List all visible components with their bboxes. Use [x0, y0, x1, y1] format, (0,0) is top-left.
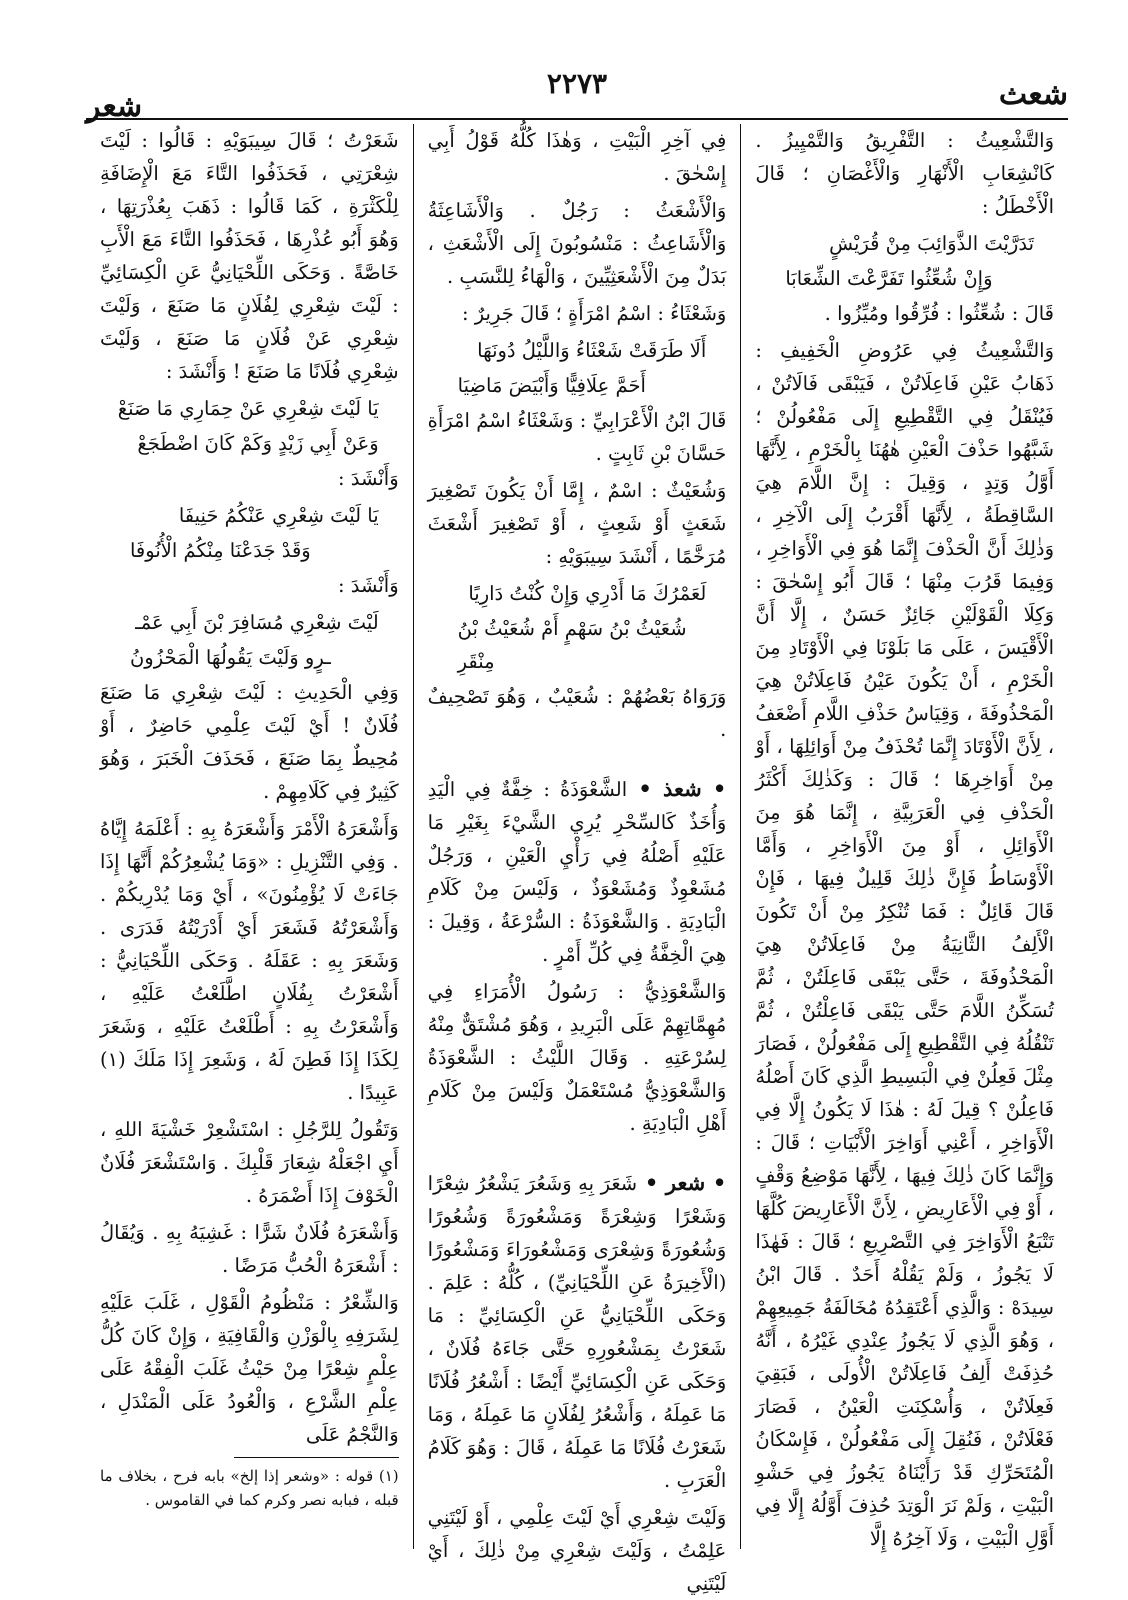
paragraph: [755, 334, 1054, 1555]
paragraph: [428, 404, 727, 470]
text-run: لَعَمْرُكَ مَا أَدْرِي وَإِنْ كُنْتُ دَارِيًا: [468, 582, 707, 605]
text-run: يَا لَيْتَ شِعْرِي عَنْكُمُ حَنِيفَا: [178, 504, 379, 527]
text-run: وَشُعَيْثٌ : اسْمٌ ، إِمَّا أَنْ يَكُونَ تَصْغِيرَ شَعَثٍ أَوْ شَعِثٍ ، أَوْ تَصْغِيرَ أَشْعَثَ مُرَخَّمًا ، أَنْشَدَ سِيبَوَيْهِ :: [427, 479, 727, 568]
text-run: شُعَيْثُ بْنُ سَهْمٍ أَمْ شُعَيْثُ بْنُ مِنْقَرِ: [457, 617, 687, 673]
text-run: وَأَشْعَرَهُ فُلَانٌ شَرًّا : غَشِيَهُ بِهِ . وَيُقَالُ : أَشْعَرَهُ الْحُبُّ مَرَضًا .: [99, 1221, 399, 1277]
text-run: شَعَرَ بِهِ وَشَعُرَ يَشْعُرُ شِعْرًا وَشَعْرًا وَشِعْرَةً وَمَشْعُورَةً وَشُعُورًا وَشُعُورَةً وَشِعْرَى وَمَشْعُورَاءَ وَمَشْعُورًا (الْأَخِيرَةُ عَنِ اللِّحْيَانِيِّ) ، كُلُّهُ : عَلِمَ . وَحَكَى اللِّحْيَانِيُّ عَنِ الْكِسَائِيِّ : مَا شَعَرْتُ بِمَشْعُورِهِ حَتَّى جَاءَهُ فُلَانٌ ، وَحَكَى عَنِ الْكِسَائِيِّ أَيْضًا : أَشْعُرُ فُلَانًا مَا عَمِلَهُ ، وَأَشْعُرُ لِفُلَانٍ مَا عَمِلَهُ ، وَمَا شَعَرْتُ فُلَانًا مَا عَمِلَهُ ، قَالَ : وَهُوَ كَلَامُ الْعَرَبِ .: [427, 1172, 727, 1492]
text-run: وَأَشْعَرَهُ الْأَمْرَ وَأَشْعَرَهُ بِهِ : أَعْلَمَهُ إِيَّاهُ . وَفِي التَّنْزِيلِ : «وَمَا يُشْعِرُكُمْ أَنَّهَا إِذَا جَاءَتْ لَا يُؤْمِنُونَ» ، أَيْ وَمَا يُدْرِيكُمْ . وَأَشْعَرْتُهُ فَشَعَرَ أَيْ أَدْرَيْتُهُ فَدَرَى . وَشَعَرَ بِهِ : عَقَلَهُ . وَحَكَى اللِّحْيَانِيُّ : أَشْعَرْتُ بِفُلَانٍ اطَّلَعْتُ عَلَيْهِ ، وَأَشْعَرْتُ بِهِ : أَطْلَعْتُ عَلَيْهِ ، وَشَعَرَ لِكَذَا إِذَا فَطِنَ لَهُ ، وَشَعِرَ إِذَا مَلَكَ (١) عَبِيدًا .: [99, 817, 399, 1104]
verse-line: [100, 392, 399, 425]
text-run: وَإِنْ شُعِّثُوا تَفَرَّعْتَ الشِّعَابَا: [785, 267, 993, 290]
paragraph: [428, 124, 727, 190]
text-run: وَرَوَاهُ بَعْضُهُمْ : شُعَيْبٌ ، وَهُوَ تَصْحِيفٌ .: [427, 685, 727, 741]
header-rule: [86, 118, 1068, 120]
paragraph: [428, 1501, 727, 1600]
verse-line: [428, 577, 727, 610]
paragraph: [428, 975, 727, 1140]
text-run: وَالتَّشْعِيثُ : التَّفْرِيقُ وَالتَّمْيِيزُ . كَانْشِعَابِ الْأَنْهَارِ وَالْأَغْصَانِ ؛ قَالَ الْأَخْطَلُ :: [755, 129, 1054, 218]
paragraph: [100, 124, 399, 388]
text-run: أَحَمَّ عِلَافِيًّا وَأَبْيَضَ مَاضِيَا: [457, 374, 646, 397]
column-middle: [414, 124, 742, 1595]
text-run: لَيْتَ شِعْرِي مُسَافِرَ بْنَ أَبِي عَمْـ: [135, 611, 379, 634]
verse-line: [100, 606, 399, 639]
text-run: وَأَنْشَدَ :: [337, 574, 399, 597]
paragraph: [100, 812, 399, 1109]
paragraph: [100, 462, 399, 495]
footnote: (١) قوله : «وشعر إذا إلخ» بابه فرح ، بخلاف ما قبله ، فبابه نصر وكرم كما في القاموس .: [99, 1467, 399, 1509]
entry-paragraph: [428, 772, 727, 971]
column-right: [741, 124, 1068, 1549]
verse-line: [100, 499, 399, 532]
text-run: الشَّعْوَذَةُ : خِفَّةٌ فِي الْيَدِ وَأُخَذٌ كَالسِّحْرِ يُرِي الشَّيْءَ بِغَيْرِ مَا عَلَيْهِ أَصْلُهُ فِي رَأْيِ الْعَيْنِ ، وَرَجُلٌ مُشَعْوِذٌ وَمُشَعْوَذٌ ، وَلَيْسَ مِنْ كَلَامِ الْبَادِيَةِ . وَالشَّعْوَذَةُ : السُّرْعَةُ ، وَقِيلَ : هِيَ الْخِفَّةُ فِي كُلِّ أَمْرٍ .: [427, 778, 727, 966]
text-run: قَالَ : شُعِّثُوا : فُرِّقُوا ومُيِّزُوا .: [824, 302, 1054, 325]
text-run: وَقَدْ جَدَعْنَا مِنْكُمُ الْأُنُوفَا: [129, 539, 311, 562]
paragraph: [100, 569, 399, 602]
text-run: وَلَيْتَ شِعْرِي أَيْ لَيْتَ عِلْمِي ، أَوْ لَيْتَنِي عَلِمْتُ ، وَلَيْتَ شِعْرِي مِنْ ذٰلِكَ ، أَيْ لَيْتَنِي: [427, 1506, 727, 1595]
verse-line: [100, 427, 399, 460]
verse-line: [100, 641, 399, 674]
text-run: وَفِي الْحَدِيثِ : لَيْتَ شِعْرِي مَا صَنَعَ فُلَانٌ ! أَيْ لَيْتَ عِلْمِي حَاضِرٌ ، أَوْ مُحِيطٌ بِمَا صَنَعَ ، فَحَذَفَ الْخَبَرَ ، وَهُوَ كَثِيرٌ فِي كَلَامِهِمْ .: [99, 681, 399, 803]
text-run: وَالشِّعْرُ : مَنْظُومُ الْقَوْلِ ، غَلَبَ عَلَيْهِ لِشَرَفِهِ بِالْوَزْنِ وَالْقَافِيَةِ ، وَإِنْ كَانَ كُلُّ عِلْمٍ شِعْرًا مِنْ حَيْثُ غَلَبَ الْفِقْهُ عَلَى عِلْمِ الشَّرْعِ ، وَالْعُودُ عَلَى الْمَنْدَلِ ، وَالنَّجْمُ عَلَى: [99, 1291, 399, 1446]
verse-line: [428, 334, 727, 367]
text-run: وَعَنْ أَبِي زَيْدٍ وَكَمْ كَانَ اضْطَجَعْ: [137, 432, 379, 455]
header-right-word: شعث: [998, 77, 1068, 112]
paragraph: [100, 1113, 399, 1212]
text-run: قَالَ ابْنُ الْأَعْرَابِيِّ : وَشَعْثَاءُ اسْمُ امْرَأَةِ حَسَّانَ بْنِ ثَابِتٍ .: [427, 409, 727, 465]
verse-line: [428, 369, 727, 402]
text-run: فِي آخِرِ الْبَيْتِ ، وَهٰذَا كُلُّهُ قَوْلُ أَبِي إِسْحٰقَ .: [427, 129, 727, 185]
text-run: تَدَرَّيْتَ الذَّوَائِبَ مِنْ قُرَيْشٍ: [829, 232, 1034, 255]
paragraph: [100, 1286, 399, 1451]
paragraph: [428, 680, 727, 746]
page-header: [86, 67, 1068, 130]
paragraph: [755, 124, 1054, 223]
paragraph: [428, 297, 727, 330]
text-run: وَالشَّعْوَذِيُّ : رَسُولُ الْأُمَرَاءِ فِي مُهِمَّاتِهِمْ عَلَى الْبَرِيدِ ، وَهُوَ مُشْتَقٌّ مِنْهُ لِسُرْعَتِهِ . وَقَالَ اللَّيْثُ : الشَّعْوَذَةُ وَالشَّعْوَذِيُّ مُسْتَعْمَلٌ وَلَيْسَ مِنْ كَلَامِ أَهْلِ الْبَادِيَةِ .: [427, 980, 727, 1135]
entry-headword: • شعذ •: [627, 776, 727, 801]
column-left: [86, 124, 414, 1549]
paragraph: [100, 676, 399, 808]
paragraph: [428, 194, 727, 293]
footnote-rule: [234, 1457, 398, 1458]
page-number: ٢٢٧٣: [546, 67, 608, 100]
text-run: ـرٍو وَلَيْتَ يَقُولُهَا الْمَحْزُونُ: [129, 646, 331, 669]
verse-line: [755, 262, 1054, 295]
text-run: يَا لَيْتَ شِعْرِي عَنْ حِمَارِي مَا صَنَعْ: [117, 397, 379, 420]
verse-line: [428, 612, 727, 678]
text-columns: [86, 124, 1068, 1595]
text-run: شَعَرْتُ ؛ قَالَ سِيبَوَيْهِ : قَالُوا : لَيْتَ شِعْرَتِي ، فَحَذَفُوا التَّاءَ مَعَ الْإِضَافَةِ لِلْكَثْرَةِ ، كَمَا قَالُوا : ذَهَبَ بِعُذْرَتِهَا ، وَهُوَ أَبُو عُذْرِهَا ، فَحَذَفُوا التَّاءَ مَعَ الْأَبِ خَاصَّةً . وَحَكَى اللِّحْيَانِيُّ عَنِ الْكِسَائِيِّ : لَيْتَ شِعْرِي لِفُلَانٍ مَا صَنَعَ ، وَلَيْتَ شِعْرِي عَنْ فُلَانٍ مَا صَنَعَ ، وَلَيْتَ شِعْرِي فُلَانًا مَا صَنَعَ ! وَأَنْشَدَ :: [99, 129, 399, 383]
text-run: وَأَنْشَدَ :: [337, 467, 399, 490]
entry-headword: • شعر •: [637, 1170, 727, 1195]
paragraph: [100, 1216, 399, 1282]
text-run: وَالْأَشْعَثُ : رَجُلٌ . وَالْأَشَاعِثَةُ وَالْأَشَاعِثُ : مَنْسُوبُونَ إِلَى الْأَشْعَثِ ، بَدَلٌ مِنَ الْأَشْعَثِيِّينَ ، وَالْهَاءُ لِلنَّسَبِ .: [427, 199, 727, 288]
text-run: وَشَعْثَاءُ : اسْمُ امْرَأَةٍ ؛ قَالَ جَرِيرٌ :: [462, 302, 727, 325]
verse-line: [755, 227, 1054, 260]
entry-paragraph: [428, 1166, 727, 1497]
header-left-word: شعر: [86, 89, 143, 124]
paragraph: [755, 297, 1054, 330]
text-run: أَلَا طَرَقَتْ شَعْثَاءُ وَاللَّيْلُ دُونَهَا: [477, 339, 707, 362]
section-gap: [428, 750, 727, 772]
section-gap: [428, 1144, 727, 1166]
paragraph: [428, 474, 727, 573]
verse-line: [100, 534, 399, 567]
text-run: وَالتَّشْعِيثُ فِي عَرُوضِ الْخَفِيفِ : ذَهَابُ عَيْنِ فَاعِلَاتُنْ ، فَيَبْقَى فَالَاتُنْ ، فَيُنْقَلُ فِي التَّقْطِيعِ إِلَى مَفْعُولُنْ ؛ شَبَّهُوا حَذْفَ الْعَيْنِ هٰهُنَا بِالْخَرْمِ ، لِأَنَّهَا أَوَّلُ وَتِدٍ ، وَقِيلَ : إِنَّ اللَّامَ هِيَ السَّاقِطَةُ ، لِأَنَّهَا أَقْرَبُ إِلَى الْآخِرِ ، وَذٰلِكَ أَنَّ الْحَذْفَ إِنَّمَا هُوَ فِي الْأَوَاخِرِ ، وَفِيمَا قَرُبَ مِنْهَا ؛ قَالَ أَبُو إِسْحٰقَ : وَكِلَا الْقَوْلَيْنِ جَائِزٌ حَسَنٌ ، إِلَّا أَنَّ الْأَقْيَسَ ، عَلَى مَا بَلَوْنَا فِي الْأَوْتَادِ مِنَ الْخَرْمِ ، أَنْ يَكُونَ عَيْنُ فَاعِلَاتُنْ هِيَ الْمَحْذُوفَةَ ، وَقِيَاسُ حَذْفِ اللَّامِ أَضْعَفُ ، لِأَنَّ الْأَوْتَادَ إِنَّمَا تُحْذَفُ مِنْ أَوَائِلِهَا ، أَوْ مِنْ أَوَاخِرِهَا ؛ قَالَ : وَكَذٰلِكَ أَكْثَرُ الْحَذْفِ فِي الْعَرَبِيَّةِ ، إِنَّمَا هُوَ مِنَ الْأَوَائِلِ ، أَوْ مِنَ الْأَوَاخِرِ ، وَأَمَّا الْأَوْسَاطُ فَإِنَّ ذٰلِكَ قَلِيلٌ فِيهَا ، فَإِنْ قَالَ قَائِلٌ : فَمَا تُنْكِرُ مِنْ أَنْ تَكُونَ الْأَلِفُ الثَّانِيَةُ مِنْ فَاعِلَاتُنْ هِيَ الْمَحْذُوفَةَ ، حَتَّى يَبْقَى فَاعِلَتُنْ ، ثُمَّ تُسَكِّنُ اللَّامَ حَتَّى يَبْقَى فَاعِلْتُنْ ، ثُمَّ تَنْقُلُهُ فِي التَّقْطِيعِ إِلَى مَفْعُولُنْ ، فَصَارَ مِثْلَ فَعِلُنْ فِي الْبَسِيطِ الَّذِي كَانَ أَصْلُهُ فَاعِلُنْ ؟ قِيلَ لَهُ : هٰذَا لَا يَكُونُ إِلَّا فِي الْأَوَاخِرِ ، أَعْنِي أَوَاخِرَ الْأَبْيَاتِ ؛ قَالَ : وَإِنَّمَا كَانَ ذٰلِكَ فِيهَا ، لِأَنَّهَا مَوْضِعُ وَقْفٍ ، أَوْ فِي الْأَعَارِيضِ ، لِأَنَّ الْأَعَارِيضَ كُلَّهَا تَتْبَعُ الْأَوَاخِرَ فِي التَّصْرِيعِ ؛ قَالَ : فَهٰذَا لَا يَجُوزُ ، وَلَمْ يَقُلْهُ أَحَدٌ . قَالَ ابْنُ سِيدَهْ : وَالَّذِي أَعْتَقِدُهُ مُخَالَفَةُ جَمِيعِهِمْ ، وَهُوَ الَّذِي لَا يَجُوزُ عِنْدِي غَيْرُهُ ، أَنَّهُ حُذِفَتْ أَلِفُ فَاعِلَاتُنْ الْأُولَى ، فَبَقِيَ فَعِلَاتُنْ ، وَأُسْكِنَتِ الْعَيْنُ ، فَصَارَ فَعْلَاتُنْ ، فَنُقِلَ إِلَى مَفْعُولُنْ ، فَإِسْكَانُ الْمُتَحَرِّكِ قَدْ رَأَيْنَاهُ يَجُوزُ فِي حَشْوِ الْبَيْتِ ، وَلَمْ نَرَ الْوَتِدَ حُذِفَ أَوَّلُهُ إِلَّا فِي أَوَّلِ الْبَيْتِ ، وَلَا آخِرُهُ إِلَّا: [755, 339, 1054, 1550]
text-run: وَتَقُولُ لِلرَّجُلِ : اسْتَشْعِرْ خَشْيَةَ اللهِ ، أَيِ اجْعَلْهُ شِعَارَ قَلْبِكَ . وَاسْتَشْعَرَ فُلَانٌ الْخَوْفَ إِذَا أَضْمَرَهُ .: [99, 1118, 399, 1207]
